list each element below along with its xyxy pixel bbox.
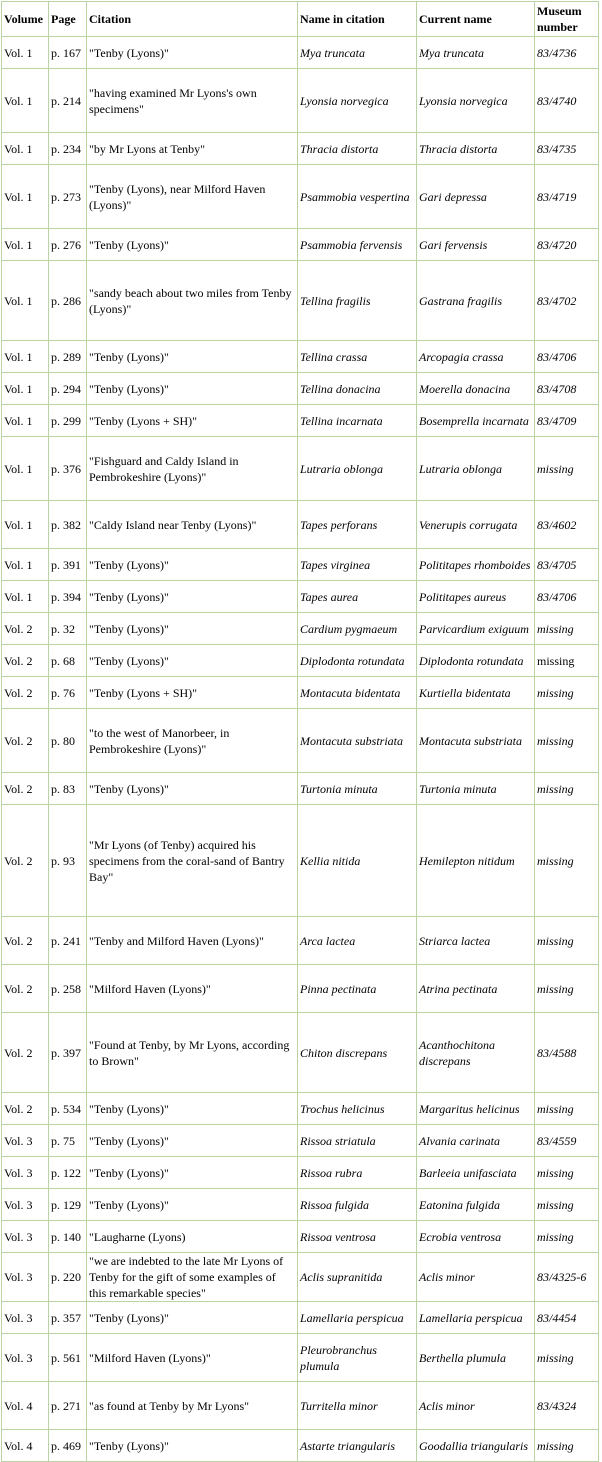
cell-name-in-citation: Tapes aurea	[298, 581, 417, 613]
cell-citation: "Tenby (Lyons)"	[87, 1430, 298, 1462]
cell-page: p. 75	[49, 1125, 87, 1157]
cell-volume: Vol. 3	[2, 1157, 49, 1189]
table-row	[2, 229, 599, 261]
cell-name-in-citation: Lutraria oblonga	[298, 437, 417, 501]
table-row	[2, 501, 599, 549]
table-row	[2, 1221, 599, 1253]
cell-museum-number: 83/4706	[535, 581, 599, 613]
cell-museum-number: 83/4735	[535, 133, 599, 165]
cell-citation: "Tenby (Lyons)"	[87, 37, 298, 69]
cell-citation: "Tenby (Lyons)"	[87, 1302, 298, 1334]
cell-name-in-citation: Lyonsia norvegica	[298, 69, 417, 133]
cell-name-in-citation: Pinna pectinata	[298, 965, 417, 1013]
cell-page: p. 76	[49, 677, 87, 709]
cell-volume: Vol. 2	[2, 709, 49, 773]
table-row	[2, 645, 599, 677]
cell-citation: "Tenby (Lyons)"	[87, 549, 298, 581]
cell-citation: "Tenby (Lyons), near Milford Haven (Lyons)"	[87, 165, 298, 229]
cell-page: p. 93	[49, 805, 87, 917]
table-row	[2, 1382, 599, 1430]
cell-page: p. 394	[49, 581, 87, 613]
cell-volume: Vol. 1	[2, 229, 49, 261]
cell-volume: Vol. 4	[2, 1430, 49, 1462]
cell-page: p. 258	[49, 965, 87, 1013]
cell-current-name: Gari fervensis	[417, 229, 535, 261]
cell-volume: Vol. 1	[2, 373, 49, 405]
cell-current-name: Montacuta substriata	[417, 709, 535, 773]
cell-museum-number: 83/4708	[535, 373, 599, 405]
cell-name-in-citation: Turritella minor	[298, 1382, 417, 1430]
table-row	[2, 341, 599, 373]
cell-museum-number: missing	[535, 1430, 599, 1462]
cell-page: p. 241	[49, 917, 87, 965]
cell-museum-number: missing	[535, 1093, 599, 1125]
cell-citation: "Tenby (Lyons)"	[87, 1189, 298, 1221]
table-row	[2, 165, 599, 229]
cell-volume: Vol. 2	[2, 645, 49, 677]
cell-citation: "Tenby (Lyons)"	[87, 1125, 298, 1157]
header-museum-number: Museum number	[535, 2, 599, 37]
cell-current-name: Diplodonta rotundata	[417, 645, 535, 677]
table-row	[2, 581, 599, 613]
cell-page: p. 68	[49, 645, 87, 677]
table-row	[2, 373, 599, 405]
cell-volume: Vol. 1	[2, 133, 49, 165]
cell-citation: "Tenby (Lyons)"	[87, 341, 298, 373]
cell-citation: "Tenby (Lyons)"	[87, 373, 298, 405]
cell-museum-number: 83/4709	[535, 405, 599, 437]
cell-museum-number: 83/4740	[535, 69, 599, 133]
cell-museum-number: missing	[535, 645, 599, 677]
cell-name-in-citation: Psammobia vespertina	[298, 165, 417, 229]
cell-museum-number: missing	[535, 437, 599, 501]
table-header	[2, 2, 599, 37]
cell-citation: "Tenby (Lyons)"	[87, 773, 298, 805]
cell-museum-number: missing	[535, 709, 599, 773]
cell-page: p. 273	[49, 165, 87, 229]
cell-name-in-citation: Montacuta bidentata	[298, 677, 417, 709]
header-volume: Volume	[2, 2, 49, 37]
cell-volume: Vol. 2	[2, 805, 49, 917]
cell-citation: "Fishguard and Caldy Island in Pembrokeshire (Lyons)"	[87, 437, 298, 501]
cell-museum-number: 83/4705	[535, 549, 599, 581]
cell-volume: Vol. 1	[2, 405, 49, 437]
cell-name-in-citation: Mya truncata	[298, 37, 417, 69]
cell-citation: "Tenby (Lyons)"	[87, 1093, 298, 1125]
cell-name-in-citation: Psammobia fervensis	[298, 229, 417, 261]
cell-citation: "Caldy Island near Tenby (Lyons)"	[87, 501, 298, 549]
cell-page: p. 214	[49, 69, 87, 133]
cell-volume: Vol. 2	[2, 773, 49, 805]
table-row	[2, 805, 599, 917]
table-row	[2, 1189, 599, 1221]
cell-name-in-citation: Tellina crassa	[298, 341, 417, 373]
cell-citation: "Mr Lyons (of Tenby) acquired his specimens from the coral-sand of Bantry Bay"	[87, 805, 298, 917]
cell-museum-number: 83/4702	[535, 261, 599, 341]
cell-museum-number: 83/4454	[535, 1302, 599, 1334]
cell-volume: Vol. 1	[2, 437, 49, 501]
cell-page: p. 294	[49, 373, 87, 405]
cell-page: p. 534	[49, 1093, 87, 1125]
cell-current-name: Kurtiella bidentata	[417, 677, 535, 709]
cell-page: p. 397	[49, 1013, 87, 1093]
cell-citation: "Tenby (Lyons)"	[87, 581, 298, 613]
cell-current-name: Barleeia unifasciata	[417, 1157, 535, 1189]
cell-citation: "as found at Tenby by Mr Lyons"	[87, 1382, 298, 1430]
cell-page: p. 382	[49, 501, 87, 549]
cell-citation: "Laugharne (Lyons)	[87, 1221, 298, 1253]
cell-museum-number: 83/4602	[535, 501, 599, 549]
cell-volume: Vol. 1	[2, 581, 49, 613]
cell-museum-number: missing	[535, 1334, 599, 1382]
cell-current-name: Berthella plumula	[417, 1334, 535, 1382]
cell-name-in-citation: Arca lactea	[298, 917, 417, 965]
cell-page: p. 276	[49, 229, 87, 261]
cell-volume: Vol. 2	[2, 613, 49, 645]
cell-name-in-citation: Tapes virginea	[298, 549, 417, 581]
cell-name-in-citation: Pleurobranchus plumula	[298, 1334, 417, 1382]
cell-page: p. 83	[49, 773, 87, 805]
cell-volume: Vol. 2	[2, 1093, 49, 1125]
cell-museum-number: 83/4559	[535, 1125, 599, 1157]
header-page: Page	[49, 2, 87, 37]
table-row	[2, 1302, 599, 1334]
cell-page: p. 357	[49, 1302, 87, 1334]
header-row	[2, 2, 599, 37]
cell-name-in-citation: Diplodonta rotundata	[298, 645, 417, 677]
cell-citation: "Tenby (Lyons)"	[87, 1157, 298, 1189]
cell-name-in-citation: Tellina fragilis	[298, 261, 417, 341]
cell-name-in-citation: Trochus helicinus	[298, 1093, 417, 1125]
cell-museum-number: missing	[535, 1189, 599, 1221]
table-row	[2, 69, 599, 133]
table-row	[2, 709, 599, 773]
cell-name-in-citation: Cardium pygmaeum	[298, 613, 417, 645]
cell-page: p. 32	[49, 613, 87, 645]
cell-page: p. 220	[49, 1253, 87, 1302]
cell-museum-number: missing	[535, 1221, 599, 1253]
cell-citation: "Tenby (Lyons + SH)"	[87, 405, 298, 437]
cell-page: p. 167	[49, 37, 87, 69]
cell-citation: "Tenby (Lyons)"	[87, 229, 298, 261]
table-body	[2, 37, 599, 1462]
cell-volume: Vol. 3	[2, 1189, 49, 1221]
cell-citation: "by Mr Lyons at Tenby"	[87, 133, 298, 165]
cell-current-name: Aclis minor	[417, 1253, 535, 1302]
cell-museum-number: 83/4720	[535, 229, 599, 261]
table-row	[2, 1013, 599, 1093]
cell-citation: "to the west of Manorbeer, in Pembrokeshire (Lyons)"	[87, 709, 298, 773]
table-row	[2, 1334, 599, 1382]
cell-citation: "sandy beach about two miles from Tenby (Lyons)"	[87, 261, 298, 341]
cell-name-in-citation: Rissoa fulgida	[298, 1189, 417, 1221]
cell-citation: "having examined Mr Lyons's own specimens"	[87, 69, 298, 133]
cell-page: p. 122	[49, 1157, 87, 1189]
cell-current-name: Striarca lactea	[417, 917, 535, 965]
cell-name-in-citation: Rissoa ventrosa	[298, 1221, 417, 1253]
cell-current-name: Turtonia minuta	[417, 773, 535, 805]
cell-current-name: Parvicardium exiguum	[417, 613, 535, 645]
cell-volume: Vol. 3	[2, 1302, 49, 1334]
cell-page: p. 129	[49, 1189, 87, 1221]
cell-current-name: Gari depressa	[417, 165, 535, 229]
cell-name-in-citation: Tellina incarnata	[298, 405, 417, 437]
cell-current-name: Thracia distorta	[417, 133, 535, 165]
table-row	[2, 37, 599, 69]
cell-current-name: Goodallia triangularis	[417, 1430, 535, 1462]
cell-name-in-citation: Rissoa striatula	[298, 1125, 417, 1157]
table-row	[2, 1157, 599, 1189]
cell-current-name: Mya truncata	[417, 37, 535, 69]
cell-current-name: Margaritus helicinus	[417, 1093, 535, 1125]
cell-citation: "Milford Haven (Lyons)"	[87, 1334, 298, 1382]
cell-volume: Vol. 3	[2, 1334, 49, 1382]
cell-volume: Vol. 1	[2, 341, 49, 373]
cell-citation: "Tenby (Lyons + SH)"	[87, 677, 298, 709]
table-row	[2, 1093, 599, 1125]
cell-citation: "Tenby and Milford Haven (Lyons)"	[87, 917, 298, 965]
cell-museum-number: missing	[535, 917, 599, 965]
header-citation: Citation	[87, 2, 298, 37]
cell-volume: Vol. 1	[2, 165, 49, 229]
cell-current-name: Arcopagia crassa	[417, 341, 535, 373]
specimen-table	[1, 1, 599, 1462]
cell-citation: "Found at Tenby, by Mr Lyons, according to Brown"	[87, 1013, 298, 1093]
cell-volume: Vol. 2	[2, 965, 49, 1013]
cell-page: p. 80	[49, 709, 87, 773]
cell-current-name: Polititapes rhomboides	[417, 549, 535, 581]
cell-museum-number: 83/4736	[535, 37, 599, 69]
cell-page: p. 234	[49, 133, 87, 165]
cell-volume: Vol. 3	[2, 1253, 49, 1302]
cell-name-in-citation: Tapes perforans	[298, 501, 417, 549]
cell-current-name: Lutraria oblonga	[417, 437, 535, 501]
cell-citation: "Tenby (Lyons)"	[87, 645, 298, 677]
cell-volume: Vol. 3	[2, 1125, 49, 1157]
table-row	[2, 965, 599, 1013]
table-row	[2, 1125, 599, 1157]
cell-current-name: Aclis minor	[417, 1382, 535, 1430]
cell-citation: "Tenby (Lyons)"	[87, 613, 298, 645]
table-row	[2, 405, 599, 437]
cell-page: p. 140	[49, 1221, 87, 1253]
cell-volume: Vol. 2	[2, 1013, 49, 1093]
table-row	[2, 133, 599, 165]
cell-name-in-citation: Astarte triangularis	[298, 1430, 417, 1462]
cell-name-in-citation: Rissoa rubra	[298, 1157, 417, 1189]
cell-museum-number: missing	[535, 677, 599, 709]
cell-museum-number: 83/4706	[535, 341, 599, 373]
table-row	[2, 613, 599, 645]
table-row	[2, 677, 599, 709]
cell-page: p. 561	[49, 1334, 87, 1382]
cell-page: p. 391	[49, 549, 87, 581]
header-current-name: Current name	[417, 2, 535, 37]
cell-page: p. 286	[49, 261, 87, 341]
table-row	[2, 261, 599, 341]
cell-museum-number: missing	[535, 773, 599, 805]
table-row	[2, 917, 599, 965]
table-row	[2, 437, 599, 501]
cell-volume: Vol. 1	[2, 261, 49, 341]
cell-page: p. 376	[49, 437, 87, 501]
cell-museum-number: missing	[535, 965, 599, 1013]
cell-citation: "we are indebted to the late Mr Lyons of Tenby for the gift of some examples of this remarkable species"	[87, 1253, 298, 1302]
cell-volume: Vol. 1	[2, 69, 49, 133]
cell-current-name: Bosemprella incarnata	[417, 405, 535, 437]
cell-current-name: Lyonsia norvegica	[417, 69, 535, 133]
cell-volume: Vol. 4	[2, 1382, 49, 1430]
cell-current-name: Acanthochitona discrepans	[417, 1013, 535, 1093]
cell-name-in-citation: Kellia nitida	[298, 805, 417, 917]
cell-museum-number: 83/4324	[535, 1382, 599, 1430]
cell-current-name: Moerella donacina	[417, 373, 535, 405]
cell-volume: Vol. 2	[2, 917, 49, 965]
cell-museum-number: missing	[535, 805, 599, 917]
cell-volume: Vol. 1	[2, 549, 49, 581]
cell-volume: Vol. 1	[2, 37, 49, 69]
cell-name-in-citation: Montacuta substriata	[298, 709, 417, 773]
cell-museum-number: 83/4588	[535, 1013, 599, 1093]
cell-museum-number: 83/4325-6	[535, 1253, 599, 1302]
cell-museum-number: 83/4719	[535, 165, 599, 229]
cell-name-in-citation: Turtonia minuta	[298, 773, 417, 805]
cell-current-name: Gastrana fragilis	[417, 261, 535, 341]
cell-current-name: Venerupis corrugata	[417, 501, 535, 549]
cell-current-name: Alvania carinata	[417, 1125, 535, 1157]
cell-name-in-citation: Aclis supranitida	[298, 1253, 417, 1302]
cell-page: p. 469	[49, 1430, 87, 1462]
cell-current-name: Ecrobia ventrosa	[417, 1221, 535, 1253]
cell-volume: Vol. 1	[2, 501, 49, 549]
cell-current-name: Polititapes aureus	[417, 581, 535, 613]
cell-museum-number: missing	[535, 613, 599, 645]
cell-museum-number: missing	[535, 1157, 599, 1189]
cell-page: p. 299	[49, 405, 87, 437]
cell-current-name: Lamellaria perspicua	[417, 1302, 535, 1334]
table-row	[2, 549, 599, 581]
cell-current-name: Eatonina fulgida	[417, 1189, 535, 1221]
header-name-in-citation: Name in citation	[298, 2, 417, 37]
cell-name-in-citation: Tellina donacina	[298, 373, 417, 405]
cell-volume: Vol. 2	[2, 677, 49, 709]
table-row	[2, 773, 599, 805]
cell-current-name: Atrina pectinata	[417, 965, 535, 1013]
cell-name-in-citation: Chiton discrepans	[298, 1013, 417, 1093]
cell-page: p. 289	[49, 341, 87, 373]
cell-volume: Vol. 3	[2, 1221, 49, 1253]
cell-page: p. 271	[49, 1382, 87, 1430]
cell-citation: "Milford Haven (Lyons)"	[87, 965, 298, 1013]
cell-name-in-citation: Thracia distorta	[298, 133, 417, 165]
table-row	[2, 1253, 599, 1302]
cell-name-in-citation: Lamellaria perspicua	[298, 1302, 417, 1334]
cell-current-name: Hemilepton nitidum	[417, 805, 535, 917]
